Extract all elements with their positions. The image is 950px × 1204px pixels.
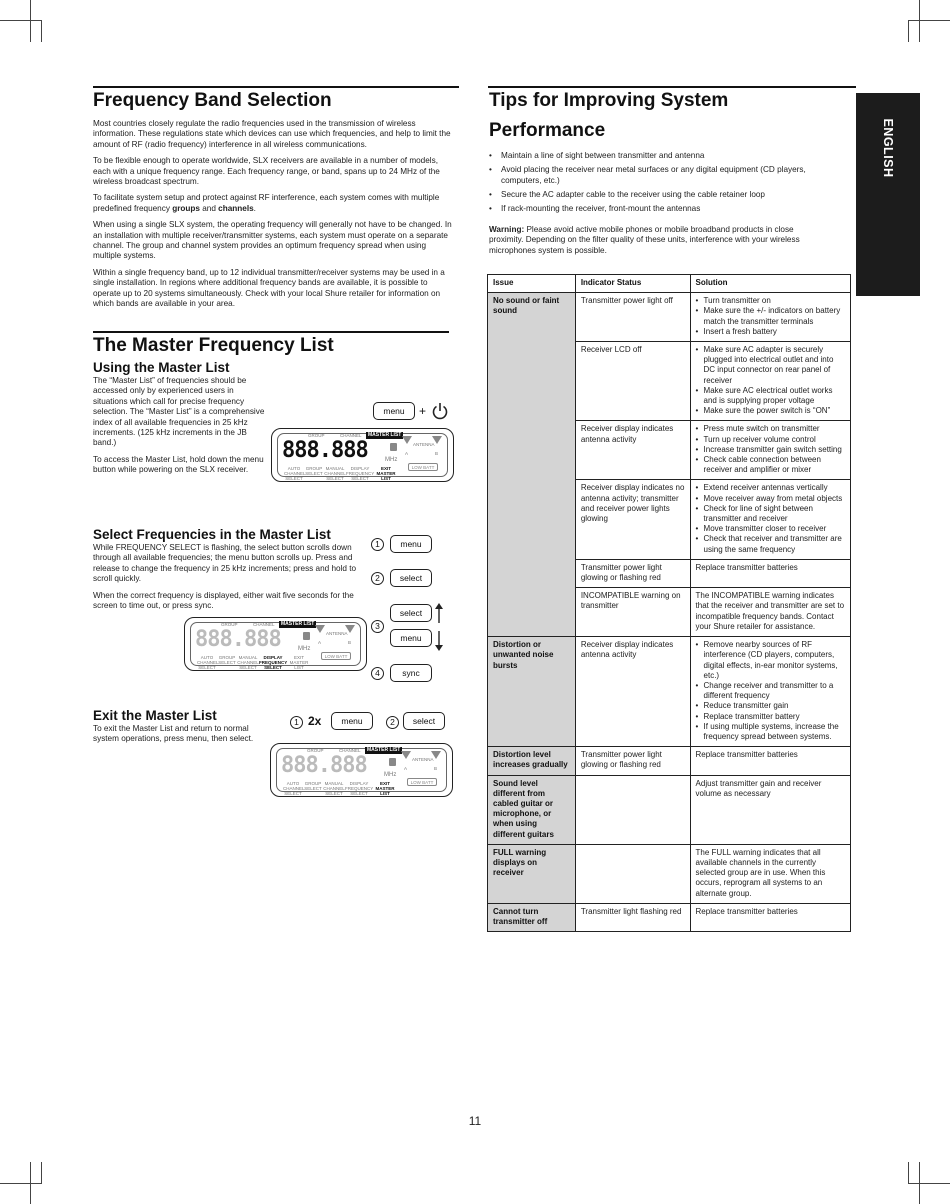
status-cell: INCOMPATIBLE warning on transmitter <box>575 588 690 637</box>
freq-band-body <box>93 119 455 316</box>
exit-master-list-title: Exit the Master List <box>93 708 217 723</box>
column-header: Issue <box>488 275 576 293</box>
lcd-display: GROUP CHANNEL MASTER LIST 888.888 MHz ANTENNA A B LOW BATT AUTO CHANNEL SELECT GROUP SELECT MANUAL CHANNEL SELECT DISPLAY FREQUENCY SELECT EXIT MASTER LIST <box>184 617 367 671</box>
status-cell: Transmitter power light glowing or flashing red <box>575 559 690 587</box>
solution-cell: • Make sure AC adapter is securely plugged into electrical outlet and into DC input connector on rear panel of receiver • Make sure AC electrical outlet works and is supplying proper voltage • Make sure the power switch is “ON” <box>690 342 850 421</box>
scroll-arrows-icon <box>434 603 444 651</box>
menu-button[interactable]: menu <box>331 712 373 730</box>
paragraph: To facilitate system setup and protect against RF interference, each system comes with multiple predefined frequency groups and channels. <box>93 193 440 213</box>
status-cell: Receiver display indicates antenna activity <box>575 637 690 747</box>
lock-icon <box>303 632 310 640</box>
status-cell: Transmitter power light off <box>575 293 690 342</box>
table-row <box>488 844 851 903</box>
column-header: Indicator Status <box>575 275 690 293</box>
paragraph: While FREQUENCY SELECT is flashing, the select button scrolls down through all available frequencies; the menu button scrolls up. Press and release to change the frequency in 25 kHz increments; press and hold to scroll quickly. <box>93 543 357 584</box>
paragraph: When the correct frequency is displayed, either wait five seconds for the screen to time out, or press sync. <box>93 590 354 611</box>
status-cell: Transmitter light flashing red <box>575 903 690 931</box>
master-list-title: The Master Frequency List <box>93 335 334 356</box>
troubleshooting-table <box>487 274 851 932</box>
section-rule <box>93 86 459 88</box>
crop-mark <box>41 1162 42 1184</box>
list-item: • Avoid placing the receiver near metal surfaces or any digital equipment (CD players, computers, etc.) <box>487 165 817 186</box>
language-tab <box>856 93 920 296</box>
list-item: • Secure the AC adapter cable to the receiver using the cable retainer loop <box>487 190 817 200</box>
select-button[interactable]: select <box>403 712 445 730</box>
list-item: • If rack-mounting the receiver, front-mount the antennas <box>487 204 817 214</box>
exit-master-list-body <box>93 724 275 751</box>
issue-cell: Cannot turn transmitter off <box>488 903 576 931</box>
crop-mark <box>908 1183 950 1184</box>
crop-mark <box>41 20 42 42</box>
section-rule <box>93 331 449 333</box>
select-freq-body <box>93 543 357 617</box>
crop-mark <box>0 20 42 21</box>
issue-cell: Distortion level increases gradually <box>488 747 576 775</box>
table-row <box>488 903 851 931</box>
menu-button[interactable]: menu <box>373 402 415 420</box>
solution-cell: Replace transmitter batteries <box>690 903 850 931</box>
step-number: 2 <box>386 716 399 729</box>
language-tab-label: ENGLISH <box>881 118 895 178</box>
page-number: 11 <box>468 1114 482 1128</box>
lock-icon <box>389 758 396 766</box>
list-item: • Maintain a line of sight between transmitter and antenna <box>487 151 817 161</box>
section-rule <box>488 86 856 88</box>
plus-sign: + <box>419 404 427 418</box>
column-header: Solution <box>690 275 850 293</box>
freq-band-title: Frequency Band Selection <box>93 90 332 111</box>
select-button[interactable]: select <box>390 569 432 587</box>
table-row <box>488 637 851 747</box>
menu-button[interactable]: menu <box>390 535 432 553</box>
solution-cell: • Extend receiver antennas vertically • Move receiver away from metal objects • Check for line of sight between transmitter and receiver • Move transmitter closer to receiver • Check that receiver and transmitter are using the same frequency <box>690 480 850 559</box>
antenna-icon <box>402 436 412 444</box>
status-cell <box>575 775 690 844</box>
issue-cell: Sound level different from cabled guitar or microphone, or when using different guitars <box>488 775 576 844</box>
issue-cell: No sound or faint sound <box>488 293 576 637</box>
status-cell: Receiver display indicates no antenna activity; transmitter and receiver power lights glowing <box>575 480 690 559</box>
crop-mark <box>30 0 31 42</box>
status-cell <box>575 844 690 903</box>
issue-cell: FULL warning displays on receiver <box>488 844 576 903</box>
solution-cell: The INCOMPATIBLE warning indicates that the receiver and transmitter are set to incompatible frequency bands. Contact your Shure retailer for assistance. <box>690 588 850 637</box>
solution-cell: • Press mute switch on transmitter • Turn up receiver volume control • Increase transmitter gain switch setting • Check cable connection between receiver and amplifier or mixer <box>690 421 850 480</box>
lcd-display: GROUP CHANNEL MASTER LIST 888.888 MHz ANTENNA A B LOW BATT AUTO CHANNEL SELECT GROUP SELECT MANUAL CHANNEL SELECT DISPLAY FREQUENCY SELECT EXIT MASTER LIST <box>271 428 454 482</box>
status-cell: Transmitter power light glowing or flashing red <box>575 747 690 775</box>
select-freq-title: Select Frequencies in the Master List <box>93 527 331 542</box>
status-cell: Receiver LCD off <box>575 342 690 421</box>
paragraph: To exit the Master List and return to normal system operations, press menu, then select. <box>93 724 254 744</box>
solution-cell: Replace transmitter batteries <box>690 559 850 587</box>
paragraph: To be flexible enough to operate worldwide, SLX receivers are available in a number of models, each with a unique frequency range. Each frequency range, or band, spans up to 24 MHz of the wireless broadcast spectrum. <box>93 156 440 187</box>
step-number: 4 <box>371 667 384 680</box>
status-cell: Receiver display indicates antenna activity <box>575 421 690 480</box>
crop-mark <box>0 1183 42 1184</box>
paragraph: When using a single SLX system, the operating frequency will generally not have to be changed. In an installation with multiple receiver/transmitter systems, each system must operate on a separate channel. The group and channel system provides an optimum frequency spread when using multiple systems. <box>93 220 452 261</box>
table-row <box>488 775 851 844</box>
power-icon <box>431 402 449 420</box>
step-number: 2 <box>371 572 384 585</box>
step-number: 1 <box>371 538 384 551</box>
solution-cell: The FULL warning indicates that all available channels in the currently selected group are in use. When this occurs, reprogram all systems to an alternate group. <box>690 844 850 903</box>
antenna-icon <box>315 625 325 633</box>
tips-title-line2: Performance <box>489 120 606 141</box>
menu-button[interactable]: menu <box>390 629 432 647</box>
solution-cell: Replace transmitter batteries <box>690 747 850 775</box>
table-header-row <box>488 275 851 293</box>
crop-mark <box>908 20 909 42</box>
table-row <box>488 747 851 775</box>
warning-label: Warning: <box>489 225 525 234</box>
press-count: 2x <box>308 714 322 728</box>
crop-mark <box>908 20 950 21</box>
paragraph: Within a single frequency band, up to 12 individual transmitter/receiver systems may be used in a single installation. In regions where additional frequency bands are available, it is possible to operate up to 20 systems simultaneously. Check with your local Shure retailer for information on which bands are available in your area. <box>93 267 445 309</box>
crop-mark <box>908 1162 909 1184</box>
lcd-display: GROUP CHANNEL MASTER LIST 888.888 MHz ANTENNA A B LOW BATT AUTO CHANNEL SELECT GROUP SELECT MANUAL CHANNEL SELECT DISPLAY FREQUENCY SELECT EXIT MASTER LIST <box>270 743 453 797</box>
using-master-list-title: Using the Master List <box>93 360 230 375</box>
solution-cell: • Turn transmitter on • Make sure the +/- indicators on battery match the transmitter terminals • Insert a fresh battery <box>690 293 850 342</box>
step-number: 3 <box>371 620 384 633</box>
antenna-icon <box>401 751 411 759</box>
tips-title-line1: Tips for Improving System <box>489 90 729 111</box>
solution-cell: • Remove nearby sources of RF interference (CD players, computers, digital effects, in-ear monitor systems, etc.) • Change receiver and transmitter to a different frequency • Reduce transmitter gain • Replace transmitter battery • If using multiple systems, increase the frequency spread between systems. <box>690 637 850 747</box>
issue-cell: Distortion or unwanted noise bursts <box>488 637 576 747</box>
using-master-list-body <box>93 376 265 482</box>
paragraph: To access the Master List, hold down the menu button while powering on the SLX receiver. <box>93 454 264 475</box>
sync-button[interactable]: sync <box>390 664 432 682</box>
paragraph: The “Master List” of frequencies should be accessed only by experienced users in situations which call for precise frequency selection. The “Master List” is a comprehensive index of all available frequencies in 25 kHz increments. (125 kHz increments in the JB band.) <box>93 376 265 448</box>
select-button[interactable]: select <box>390 604 432 622</box>
table-row <box>488 293 851 342</box>
tips-list <box>487 151 817 218</box>
step-number: 1 <box>290 716 303 729</box>
solution-cell: Adjust transmitter gain and receiver volume as necessary <box>690 775 850 844</box>
lock-icon <box>390 443 397 451</box>
crop-mark <box>919 0 920 42</box>
warning-note: Warning: Please avoid active mobile phones or mobile broadband products in close proximity. Depending on the filter quality of these units, interference with your wireless microphones system is possible. <box>489 225 800 255</box>
paragraph: Most countries closely regulate the radio frequencies used in the transmission of wireless information. These regulations state which devices can use which frequencies, and help to limit the amount of RF (radio frequency) interference in all wireless communications. <box>93 119 451 149</box>
